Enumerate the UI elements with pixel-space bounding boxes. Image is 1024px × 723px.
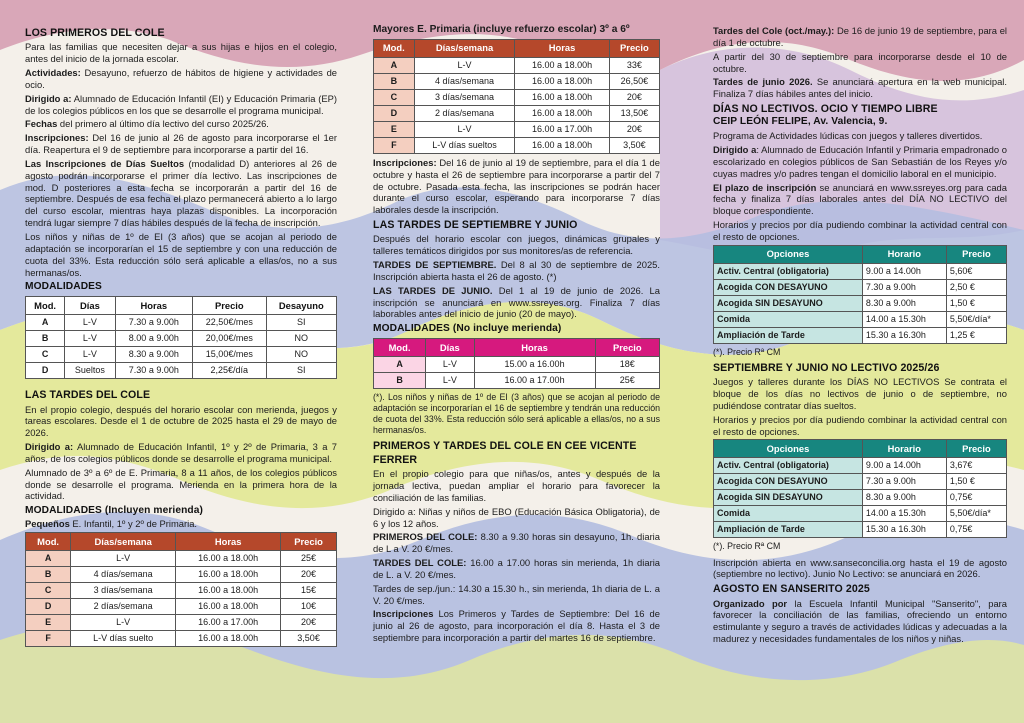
table-cell: 16.00 a 18.00h <box>515 57 609 73</box>
col-header: Precio <box>609 39 659 57</box>
table-cell: A <box>374 357 426 373</box>
table-row <box>714 458 1007 474</box>
table-cell: 16.00 a 18.00h <box>515 73 609 89</box>
table-row <box>714 490 1007 506</box>
table-cell: 8.30 a 9.00h <box>115 347 193 363</box>
adaptacion-note: (*). Los niños y niñas de 1º de EI (3 años) que se acojan al periodo de adaptación se incorporarían el 16 de septiembre y tendrán una reducción de cuota del 33%. Esta reducción sólo será aplicable a ellas/os, no a sus hermanas/os. <box>373 392 660 436</box>
table-cell: Activ. Central (obligatoria) <box>714 458 863 474</box>
table-cell: 3,50€ <box>609 137 659 153</box>
col-header: Horas <box>474 339 595 357</box>
table-row <box>714 327 1007 343</box>
precio-note-2: (*). Precio Rª CM <box>713 541 781 552</box>
column-left <box>25 24 337 650</box>
heading-ferrer: PRIMEROS Y TARDES DEL COLE EN CEE VICENTE FERRER <box>373 440 637 466</box>
col-header: Mod. <box>374 39 415 57</box>
table-cell: 3 días/semana <box>71 583 176 599</box>
ferrer-inscripciones-text: Inscripciones Los Primeros y Tardes de Septiembre: Del 16 de junio al 26 de agosto, para incorporación el día 8. Hasta el 3 de septiembre para incorporación a partir del martes 16 de septiembre. <box>373 608 660 644</box>
precio-note-1: (*). Precio Rª CM <box>713 346 781 357</box>
table-cell: 9.00 a 14.00h <box>862 458 946 474</box>
heading-modalidades: MODALIDADES <box>25 281 102 293</box>
ferrer-dirigido-text: Dirigido a: Niñas y niños de EBO (Educación Básica Obligatoria), de 6 y los 12 años. <box>373 505 660 529</box>
table-cell: 15,00€/mes <box>193 347 266 363</box>
inscripciones-text: Inscripciones: Del 16 de junio al 26 de agosto para incorporarse el 1er día. Reapertura el 9 de septiembre para incorporarse a partir del 16. <box>25 132 337 156</box>
table-cell: L-V <box>65 347 115 363</box>
table-cell: 16.00 a 18.00h <box>176 599 281 615</box>
table-pequenos <box>25 532 337 647</box>
table-cell: 15.30 a 16.30h <box>862 522 946 538</box>
table-cell: 4 días/semana <box>71 567 176 583</box>
inscripcion-abierta-text: Inscripción abierta en www.sanseconcilia.org hasta el 19 de agosto (septiembre no lectivo). Junio No Lectivo: se anunciará en 2026. <box>713 556 1007 580</box>
table-cell: 7.30 a 9.00h <box>862 474 946 490</box>
table-cell: B <box>26 331 65 347</box>
table-cell: 2 días/semana <box>414 105 515 121</box>
intro-text: Para las familias que necesiten dejar a sus hijas e hijos en el colegio, antes del inicio de la jornada escolar. <box>25 41 337 65</box>
table-row <box>714 263 1007 279</box>
table-cell: L-V <box>426 357 474 373</box>
table-cell: 8.30 a 9.00h <box>862 295 946 311</box>
table-row <box>714 295 1007 311</box>
table-row <box>26 347 337 363</box>
col-header: Días <box>426 339 474 357</box>
table-cell: 16.00 a 18.00h <box>176 583 281 599</box>
table-row <box>26 363 337 379</box>
ferrer-tardes-text: TARDES DEL COLE: 16.00 a 17.00 horas sin merienda, 1h diaria de L. a V. 20 €/mes. <box>373 557 660 580</box>
table-cell: 10€ <box>281 599 337 615</box>
table-cell: 5,60€ <box>946 263 1006 279</box>
table-cell: 16.00 a 18.00h <box>515 137 609 153</box>
table-cell: L-V <box>414 121 515 137</box>
column-right <box>713 24 1007 647</box>
col-header: Precio <box>193 297 266 315</box>
col-header: Horas <box>176 533 281 551</box>
table-cell: L-V días sueltos <box>414 137 515 153</box>
plazo-text: El plazo de inscripción se anunciará en www.ssreyes.org para cada fecha y finaliza 7 días laborales antes del DÍA NO LECTIVO del bloque correspondiente. <box>713 181 1007 217</box>
tardes-junio-2026-text: Tardes de junio 2026. Se anunciará apertura en la web municipal. Finaliza 7 días hábiles antes del inicio. <box>713 76 1007 100</box>
table-cell: 3,67€ <box>946 458 1006 474</box>
table-cell: 14.00 a 15.30h <box>862 506 946 522</box>
table-cell: E <box>374 121 415 137</box>
col-header: Horario <box>862 440 946 458</box>
table-cell: 16.00 a 17.00h <box>176 615 281 631</box>
table-cell: A <box>26 315 65 331</box>
table-cell: 2 días/semana <box>71 599 176 615</box>
table-row <box>374 57 660 73</box>
horarios-text: Horarios y precios por día pudiendo combinar la actividad central con el resto de opciones. <box>713 219 1007 242</box>
table-cell: L-V <box>71 615 176 631</box>
table-cell: Comida <box>714 311 863 327</box>
table-cell: 8.00 a 9.00h <box>115 331 193 347</box>
horarios2-text: Horarios y precios por día pudiendo combinar la actividad central con el resto de opciones. <box>713 413 1007 437</box>
a-partir-text: A partir del 30 de septiembre para incorporarse desde el 10 de octubre. <box>713 50 1007 74</box>
table-cell: NO <box>266 331 336 347</box>
table-no-lectivos <box>713 245 1007 344</box>
heading-sept-junio-no-lectivo: SEPTIEMBRE Y JUNIO NO LECTIVO 2025/26 <box>713 361 940 374</box>
table-cell: C <box>26 347 65 363</box>
col-header: Horas <box>515 39 609 57</box>
table-cell: Comida <box>714 506 863 522</box>
table-row <box>714 279 1007 295</box>
table-sept-junio-no-lectivo <box>713 439 1007 538</box>
heading-primeros: LOS PRIMEROS DEL COLE <box>25 27 165 39</box>
table-cell: 16.00 a 18.00h <box>515 105 609 121</box>
table-cell: L-V <box>426 373 474 389</box>
heading-ceip: CEIP LEÓN FELIPE, Av. Valencia, 9. <box>713 116 888 128</box>
tardes-text: En el propio colegio, después del horario escolar con merienda, juegos y tareas escolares. Desde el 1 de octubre de 2025 hasta el 29 de mayo de 2026. <box>25 403 337 439</box>
table-row <box>26 315 337 331</box>
table-cell: 7.30 a 9.00h <box>115 315 193 331</box>
table-cell: L-V <box>65 315 115 331</box>
table-row <box>26 551 337 567</box>
heading-modalidades-merienda: MODALIDADES (Incluyen merienda) <box>25 505 204 517</box>
fechas-text: Fechas del primero al último día lectivo del curso 2025/26. <box>25 118 269 130</box>
table-cell: E <box>26 615 71 631</box>
col-header: Mod. <box>26 297 65 315</box>
table-cell: 13,50€ <box>609 105 659 121</box>
table-cell: A <box>26 551 71 567</box>
dirigido-text: Dirigido a: Alumnado de Educación Infantil (EI) y Educación Primaria (EP) de los colegios públicos en los que se desarrolle el programa municipal. <box>25 92 337 116</box>
col-header: Mod. <box>374 339 426 357</box>
dias-sueltos-text: Las Inscripciones de Días Sueltos (modalidad D) anteriores al 26 de agosto podrán incorporarse el primer día lectivo. Las inscripciones de mod. D posteriores a esta fecha se incorporarán a partir del 16 de septiembre. Después de esa fecha el plazo permanecerá abierto a lo largo del curso escolar, mientras haya plazas disponibles. La incorporación tendrá lugar siempre 7 días hábiles después de la fecha de inscripción. <box>25 157 337 229</box>
table-cell: NO <box>266 347 336 363</box>
table-row <box>714 474 1007 490</box>
table-cell: 16.00 a 17.00h <box>515 121 609 137</box>
actividades-text: Actividades: Desayuno, refuerzo de hábitos de higiene y actividades de ocio. <box>25 67 337 90</box>
table-cell: Acogida SIN DESAYUNO <box>714 490 863 506</box>
table-row <box>374 357 660 373</box>
table-row <box>26 567 337 583</box>
table-cell: A <box>374 57 415 73</box>
table-primeros <box>25 296 337 379</box>
dirigido2-text: Dirigido a: Alumnado de Educación Infantil, 1º y 2º de Primaria, 3 a 7 años, de los colegios públicos donde se desarrolle el programa municipal. <box>25 441 337 464</box>
table-cell: B <box>374 73 415 89</box>
table-cell: 16.00 a 18.00h <box>176 551 281 567</box>
table-cell: Acogida CON DESAYUNO <box>714 279 863 295</box>
pequenos-label: Pequeños E. Infantil, 1º y 2º de Primaria. <box>25 518 198 530</box>
table-cell: 20€ <box>609 121 659 137</box>
heading-no-lectivos: DÍAS NO LECTIVOS. OCIO Y TIEMPO LIBRE <box>713 103 938 116</box>
col-header: Precio <box>946 440 1006 458</box>
table-cell: 15.00 a 16.00h <box>474 357 595 373</box>
table-cell: 25€ <box>595 373 659 389</box>
table-row <box>26 615 337 631</box>
ferrer-text: En el propio colegio para que niñas/os, antes y después de la jornada lectiva, puedan ampliar el horario para favorecer la conciliación de las familias. <box>373 468 660 503</box>
col-header: Opciones <box>714 440 863 458</box>
table-cell: 22,50€/mes <box>193 315 266 331</box>
inscripciones-mayores-text: Inscripciones: Del 16 de junio al 19 de septiembre, para el día 1 de octubre y hasta el 26 de septiembre para incorporarse a partir del 7 de octubre. Pasada esta fecha, las inscripciones se podrán hacer durante el curso escolar, esperando para incorporarse 7 días laborales desde la inscripción. <box>373 156 660 216</box>
col-header: Días/semana <box>414 39 515 57</box>
ferrer-primeros-text: PRIMEROS DEL COLE: 8.30 a 9.30 horas sin desayuno, 1h. diaria de L a V. 20 €/mes. <box>373 531 660 555</box>
table-cell: 2,25€/día <box>193 363 266 379</box>
adaptacion-text: Los niños y niñas de 1º de EI (3 años) que se acojan al periodo de adaptación se incorporarían el 15 de septiembre y con una reducción de cuota del 33%. Esta reducción sólo será aplicable a ellas/os, no a sus hermanas/os. <box>25 231 337 278</box>
col-header: Precio <box>946 245 1006 263</box>
table-row <box>714 506 1007 522</box>
table-cell: L-V <box>65 331 115 347</box>
table-cell: 33€ <box>609 57 659 73</box>
table-cell: 20€ <box>281 567 337 583</box>
table-cell: 1,50 € <box>946 474 1006 490</box>
sept-junio-text: Después del horario escolar con juegos, dinámicas grupales y talleres temáticos dirigidos por sus monitores/as de referencia. <box>373 233 660 257</box>
col-header: Días <box>65 297 115 315</box>
table-cell: Acogida CON DESAYUNO <box>714 474 863 490</box>
programa-text: Programa de Actividades lúdicas con juegos y talleres divertidos. <box>713 130 983 142</box>
table-cell: 3 días/semana <box>414 89 515 105</box>
col-header: Desayuno <box>266 297 336 315</box>
heading-sept-junio: LAS TARDES DE SEPTIEMBRE Y JUNIO <box>373 219 578 232</box>
table-cell: 20,00€/mes <box>193 331 266 347</box>
tardes-junio-text: LAS TARDES DE JUNIO. Del 1 al 19 de junio de 2026. La inscripción se anunciará en www.ssreyes.org. Finaliza 7 días laborables antes del inicio de junio (20 de mayo). <box>373 284 660 320</box>
table-cell: 1,25 € <box>946 327 1006 343</box>
table-cell: 1,50 € <box>946 295 1006 311</box>
heading-modalidades-sin-merienda: MODALIDADES (No incluye merienda) <box>373 323 562 335</box>
table-row <box>374 89 660 105</box>
table-cell: 20€ <box>609 89 659 105</box>
table-cell: Sueltos <box>65 363 115 379</box>
table-cell: 5,50€/día* <box>946 311 1006 327</box>
table-cell: SI <box>266 315 336 331</box>
tardes-septiembre-text: TARDES DE SEPTIEMBRE. Del 8 al 30 de septiembre de 2025. Inscripción abierta hasta el 26 de agosto. (*) <box>373 259 660 282</box>
table-row <box>374 105 660 121</box>
table-row <box>374 137 660 153</box>
table-cell: 20€ <box>281 615 337 631</box>
table-cell: B <box>374 373 426 389</box>
table-cell: Ampliación de Tarde <box>714 327 863 343</box>
table-cell: 8.30 a 9.00h <box>862 490 946 506</box>
table-cell: D <box>374 105 415 121</box>
table-row <box>26 599 337 615</box>
table-cell: 16.00 a 17.00h <box>474 373 595 389</box>
table-cell: D <box>26 363 65 379</box>
table-cell: 15€ <box>281 583 337 599</box>
table-cell: Ampliación de Tarde <box>714 522 863 538</box>
tardes-oct-text: Tardes del Cole (oct./may.): De 16 de junio 19 de septiembre, para el día 1 de octubre. <box>713 25 1007 48</box>
table-cell: 16.00 a 18.00h <box>176 631 281 647</box>
table-row <box>714 311 1007 327</box>
table-row <box>26 583 337 599</box>
column-middle <box>373 24 660 646</box>
table-cell: SI <box>266 363 336 379</box>
table-cell: Acogida SIN DESAYUNO <box>714 295 863 311</box>
dirigido3-text: Dirigido a: Alumnado de Educación Infantil y Primaria empadronado o escolarizado en colegios públicos de San Sebastián de los Reyes y/o cuyas madres y/o padres tengan el domicilio laboral en el municipio. <box>713 144 1007 179</box>
table-row <box>714 522 1007 538</box>
heading-tardes: LAS TARDES DEL COLE <box>25 389 151 402</box>
table-cell: C <box>26 583 71 599</box>
table-cell: 2,50 € <box>946 279 1006 295</box>
juegos-text: Juegos y talleres durante los DÍAS NO LECTIVOS Se contrata el bloque de los días no lectivos de junio o de septiembre, no pudiéndose contratar días sueltos. <box>713 376 1007 411</box>
table-cell: 0,75€ <box>946 490 1006 506</box>
col-header: Precio <box>595 339 659 357</box>
table-row <box>26 631 337 647</box>
table-row <box>374 73 660 89</box>
table-cell: 7.30 a 9.00h <box>115 363 193 379</box>
table-cell: B <box>26 567 71 583</box>
table-cell: L-V <box>414 57 515 73</box>
table-cell: F <box>26 631 71 647</box>
col-header: Horario <box>862 245 946 263</box>
table-cell: L-V <box>71 551 176 567</box>
sanserito-text: Organizado por la Escuela Infantil Municipal "Sanserito", para favorecer la conciliación de las familias, ofreciendo un entorno estimulante y seguro a través de actividades lúdicas y adecuadas a la madurez y necesidades fundamentales de los niños y niñas. <box>713 597 1007 645</box>
table-cell: 18€ <box>595 357 659 373</box>
table-cell: 0,75€ <box>946 522 1006 538</box>
table-cell: 4 días/semana <box>414 73 515 89</box>
col-header: Días/semana <box>71 533 176 551</box>
col-header: Mod. <box>26 533 71 551</box>
col-header: Precio <box>281 533 337 551</box>
mayores-label: Mayores E. Primaria (incluye refuerzo escolar) 3º a 6º <box>373 24 630 35</box>
table-cell: L-V días suelto <box>71 631 176 647</box>
table-cell: F <box>374 137 415 153</box>
table-cell: 3,50€ <box>281 631 337 647</box>
table-cell: 7.30 a 9.00h <box>862 279 946 295</box>
table-cell: D <box>26 599 71 615</box>
col-header: Horas <box>115 297 193 315</box>
table-mayores <box>373 39 660 154</box>
table-row <box>374 373 660 389</box>
table-cell: 16.00 a 18.00h <box>515 89 609 105</box>
table-row <box>374 121 660 137</box>
table-cell: 9.00 a 14.00h <box>862 263 946 279</box>
heading-agosto: AGOSTO EN SANSERITO 2025 <box>713 583 870 596</box>
ferrer-sepjun-text: Tardes de sep./jun.: 14.30 a 15.30 h., sin merienda, 1h diaria de L. a V. 20 €/mes. <box>373 582 660 606</box>
alumnado-text: Alumnado de 3º a 6º de E. Primaria, 8 a 11 años, de los colegios públicos donde se desarrolle el programa. Merienda en la primera hora de la actividad. <box>25 466 337 502</box>
table-cell: 15.30 a 16.30h <box>862 327 946 343</box>
table-cell: Activ. Central (obligatoria) <box>714 263 863 279</box>
col-header: Opciones <box>714 245 863 263</box>
table-cell: 16.00 a 18.00h <box>176 567 281 583</box>
table-cell: 25€ <box>281 551 337 567</box>
table-cell: 5,50€/día* <box>946 506 1006 522</box>
table-cell: 26,50€ <box>609 73 659 89</box>
table-cell: 14.00 a 15.30h <box>862 311 946 327</box>
table-row <box>26 331 337 347</box>
table-sept-junio <box>373 338 660 389</box>
table-cell: C <box>374 89 415 105</box>
